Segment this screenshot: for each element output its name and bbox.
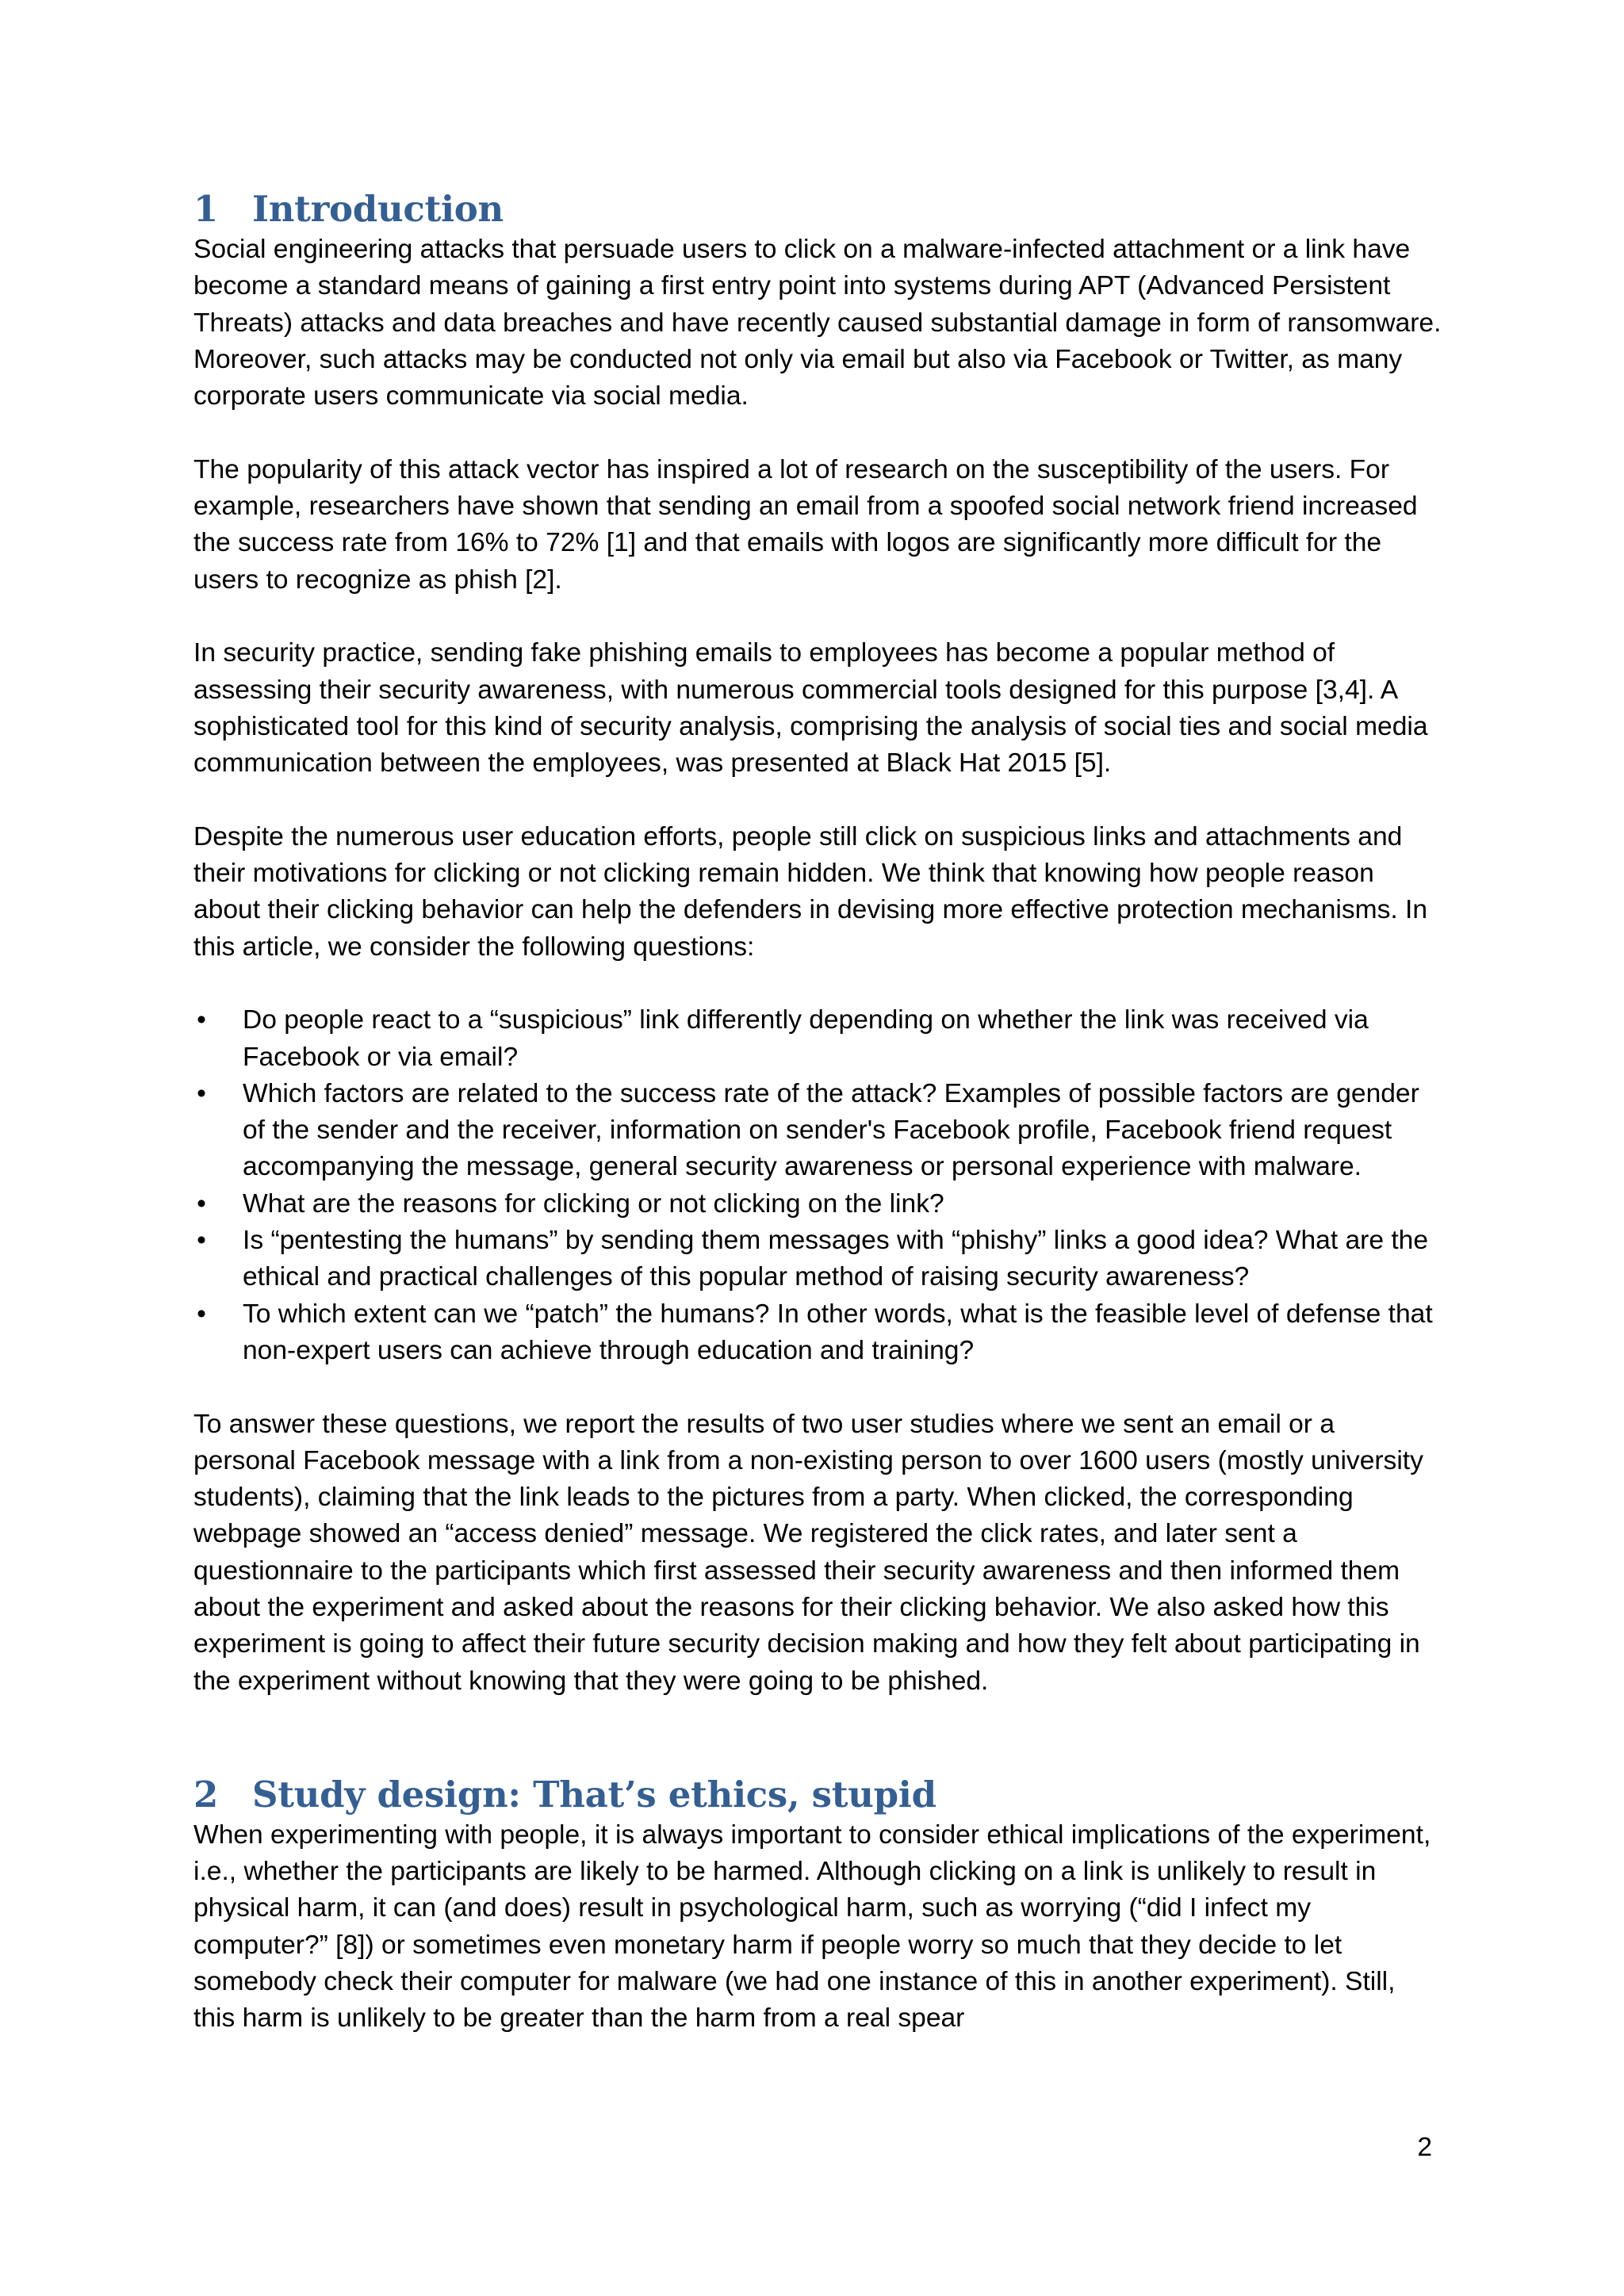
paragraph: The popularity of this attack vector has inspired a lot of research on the susceptibility of the users. For example, researchers have shown that sending an email from a spoofed social network friend increased the success rate from 16% to 72% [1] and that emails with logos are significantly more difficult for the users to recognize as phish [2]. [193, 454, 1418, 595]
section-title: Study design: That’s ethics, stupid [252, 1773, 936, 1816]
paragraph: To answer these questions, we report the results of two user studies where we sent an email or a personal Facebook message with a link from a non-existing person to over 1600 users (mostly university students), claiming that the link leads to the pictures from a party. When clicked, the corresponding webpage showed an “access denied” message. We registered the click rates, and later sent a questionnaire to the participants which first assessed their security awareness and then informed them about the experiment and asked about the reasons for their clicking behavior. We also asked how this experiment is going to affect their future security decision making and how they felt about participating in the experiment without knowing that they were going to be phished. [193, 1409, 1423, 1696]
bullet-icon: • [197, 1078, 206, 1108]
section-heading-introduction [193, 187, 1443, 232]
section-number: 1 [193, 188, 219, 230]
bullet-icon: • [197, 1188, 206, 1219]
paragraph: Social engineering attacks that persuade users to click on a malware-infected attachment or a link have become a standard means of gaining a first entry point into systems during APT (Advanced Persistent Threats) attacks and data breaches and have recently caused substantial damage in form of ransomware. Moreover, such attacks may be conducted not only via email but also via Facebook or Twitter, as many corporate users communicate via social media. [193, 235, 1442, 411]
list-item-text: What are the reasons for clicking or not clicking on the link? [243, 1188, 944, 1219]
research-questions-list [193, 1002, 1443, 1369]
section-title: Introduction [252, 188, 504, 230]
section-number: 2 [193, 1773, 219, 1816]
list-item-text: Is “pentesting the humans” by sending them messages with “phishy” links a good idea? What are the ethical and practical challenges of this popular method of raising security awareness? [243, 1226, 1429, 1292]
list-item [193, 1076, 1443, 1186]
list-item [193, 1223, 1443, 1296]
list-item [193, 1002, 1443, 1076]
list-item-text: Which factors are related to the success rate of the attack? Examples of possible factors are gender of the sender and the receiver, information on sender's Facebook profile, Facebook friend request accompanying the message, general security awareness or personal experience with malware. [243, 1078, 1419, 1182]
bullet-icon: • [197, 1005, 206, 1035]
bullet-icon: • [197, 1299, 206, 1329]
section-heading-study-design [193, 1773, 1443, 1817]
list-item-text: To which extent can we “patch” the humans? In other words, what is the feasible level of defense that non-expert users can achieve through education and training? [243, 1299, 1433, 1365]
bullet-icon: • [197, 1226, 206, 1256]
paragraph: When experimenting with people, it is always important to consider ethical implications of the experiment, i.e., whether the participants are likely to be harmed. Although clicking on a link is unlikely to result in physical harm, it can (and does) result in psychological harm, such as worrying (“did I infect my computer?” [8]) or sometimes even monetary harm if people worry so much that they decide to let somebody check their computer for malware (we had one instance of this in another experiment). Still, this harm is unlikely to be greater than the harm from a real spear [193, 1820, 1431, 2034]
page-number: 2 [1417, 2133, 1432, 2162]
list-item-text: Do people react to a “suspicious” link differently depending on whether the link was received via Facebook or via email? [243, 1005, 1369, 1072]
paragraph: Despite the numerous user education efforts, people still click on suspicious links and attachments and their motivations for clicking or not clicking remain hidden. We think that knowing how people reason about their clicking behavior can help the defenders in devising more effective protection mechanisms. In this article, we consider the following questions: [193, 821, 1428, 962]
list-item [193, 1296, 1443, 1370]
paragraph: In security practice, sending fake phishing emails to employees has become a popular method of assessing their security awareness, with numerous commercial tools designed for this purpose [3,4]. A sophisticated tool for this kind of security analysis, comprising the analysis of social ties and social media communication between the employees, was presented at Black Hat 2015 [5]. [193, 638, 1428, 779]
list-item [193, 1186, 1443, 1223]
page-content [193, 187, 1443, 2074]
